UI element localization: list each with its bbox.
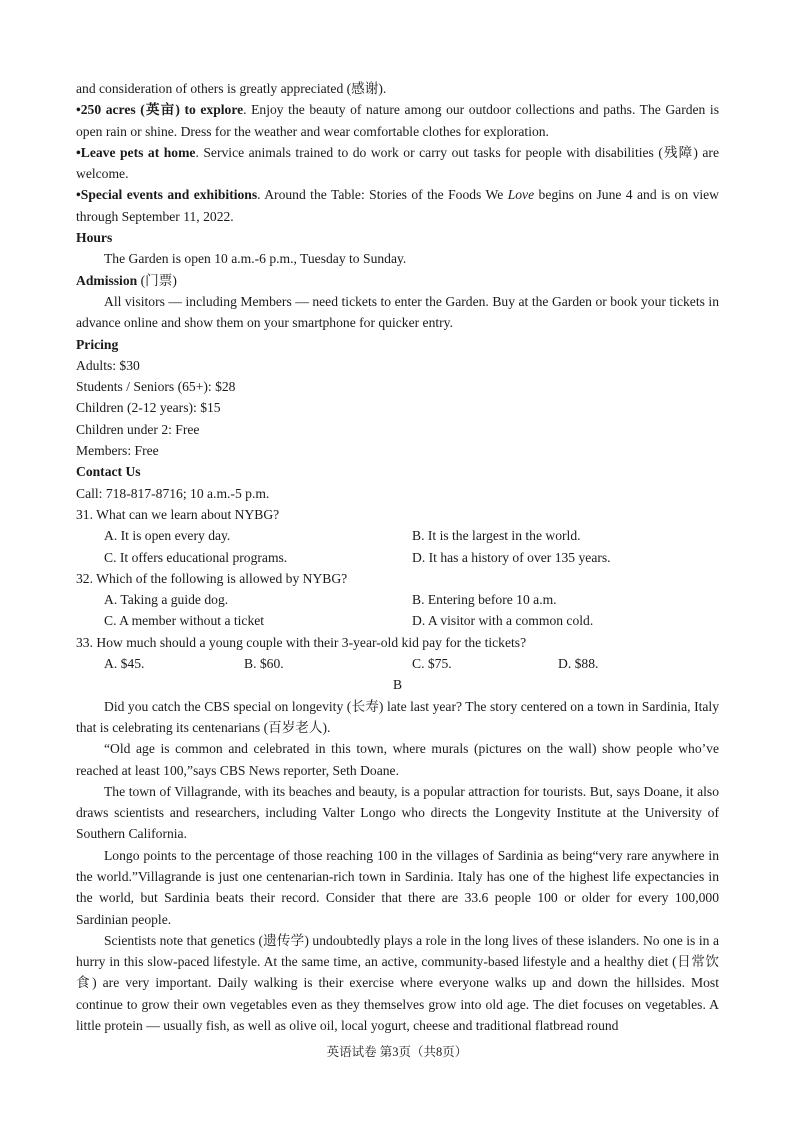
bullet-events — [76, 184, 719, 227]
option-33-d[interactable]: D. $88. — [558, 656, 599, 672]
price-item: Adults: $30 — [76, 357, 140, 373]
passage-b-paragraph: Longo points to the percentage of those reaching 100 in the villages of Sardinia as being“very rare anywhere in the world.”Villagrande is just one centenarian-rich town in Sardinia. Italy has one of the highest life expectancies in the world, but Sardinia beats their record. Consider that there are 33.6 people 100 or older for every 100,000 Sardinian people. — [76, 847, 719, 927]
bullet-acres-title: •250 acres (英亩) to explore — [76, 102, 244, 118]
passage-b-label: B — [392, 677, 403, 693]
pricing-heading: Pricing — [76, 336, 119, 352]
question-31-stem: 31. What can we learn about NYBG? — [76, 506, 280, 522]
option-31-d[interactable]: D. It has a history of over 135 years. — [412, 549, 611, 565]
option-33-b[interactable]: B. $60. — [244, 656, 284, 672]
price-item: Members: Free — [76, 443, 159, 459]
bullet-events-text-a: . Around the Table: Stories of the Foods We — [257, 187, 508, 203]
option-32-a[interactable]: A. Taking a guide dog. — [104, 592, 229, 608]
option-31-a[interactable]: A. It is open every day. — [104, 528, 231, 544]
option-31-c[interactable]: C. It offers educational programs. — [104, 549, 288, 565]
admission-heading-row — [76, 270, 719, 291]
exam-page — [76, 78, 719, 1036]
hours-heading: Hours — [76, 230, 113, 246]
hours-text: The Garden is open 10 a.m.-6 p.m., Tuesday to Sunday. — [104, 251, 407, 267]
price-item: Children under 2: Free — [76, 421, 200, 437]
price-item: Students / Seniors (65+): $28 — [76, 379, 236, 395]
passage-b-paragraph: The town of Villagrande, with its beaches and beauty, is a popular attraction for tourists. But, says Doane, it also draws scientists and researchers, including Valter Longo who directs the Longevity Institute at the University of Southern California. — [76, 783, 719, 842]
question-31-options-row1 — [76, 525, 719, 546]
question-33-stem: 33. How much should a young couple with their 3-year-old kid pay for the tickets? — [76, 634, 527, 650]
bullet-pets-title: •Leave pets at home — [76, 144, 196, 160]
option-32-c[interactable]: C. A member without a ticket — [104, 613, 265, 629]
question-33-options — [76, 653, 719, 674]
question-31-options-row2 — [76, 547, 719, 568]
bullet-events-title: •Special events and exhibitions — [76, 187, 258, 203]
option-32-b[interactable]: B. Entering before 10 a.m. — [412, 592, 557, 608]
bullet-pets-text: . Service animals trained to do work or carry out tasks for people with disabilities (残障) are welcome. — [76, 144, 719, 182]
option-33-a[interactable]: A. $45. — [104, 656, 145, 672]
admission-heading: Admission — [76, 272, 138, 288]
question-32-stem: 32. Which of the following is allowed by NYBG? — [76, 570, 348, 586]
contact-heading: Contact Us — [76, 464, 141, 480]
passage-b-paragraph: Did you catch the CBS special on longevity (长寿) late last year? The story centered on a town in Sardinia, Italy that is celebrating its centenarians (百岁老人). — [76, 698, 719, 735]
bullet-acres-text: . Enjoy the beauty of nature among our outdoor collections and paths. The Garden is open rain or shine. Dress for the weather and wear comfortable clothes for exploration. — [76, 102, 719, 139]
contact-text: Call: 718-817-8716; 10 a.m.-5 p.m. — [76, 485, 270, 501]
admission-note: (门票) — [137, 272, 177, 288]
page-footer: 英语试卷 第3页（共8页） — [326, 1045, 468, 1059]
bullet-events-text-b: begins on June 4 and is on view through September 11, 2022. — [76, 187, 719, 224]
option-32-d[interactable]: D. A visitor with a common cold. — [412, 613, 594, 629]
question-32-options-row2 — [76, 610, 719, 631]
admission-text: All visitors — including Members — need tickets to enter the Garden. Buy at the Garden or book your tickets in advance online and show them on your smartphone for quicker entry. — [76, 293, 719, 331]
passage-b-paragraph: “Old age is common and celebrated in this town, where murals (pictures on the wall) show people who’ve reached at least 100,”says CBS News reporter, Seth Doane. — [76, 741, 719, 778]
question-32-options-row1 — [76, 589, 719, 610]
passage-b-paragraph: Scientists note that genetics (遗传学) undoubtedly plays a role in the long lives of these islanders. No one is in a hurry in this slow-paced lifestyle. At the same time, an active, community-based lifestyle and a healthy diet (日常饮食) are very important. Daily walking is their exercise where everyone walks up and down the hillsides. Most continue to grow their own vegetables even as they themselves grow into old age. The diet focuses on vegetables. A little protein — usually fish, as well as olive oil, local yogurt, cheese and traditional flatbread round — [76, 932, 719, 1034]
price-item: Children (2-12 years): $15 — [76, 400, 221, 416]
bullet-events-italic: Love — [507, 187, 535, 203]
option-33-c[interactable]: C. $75. — [412, 656, 452, 672]
bullet-acres — [76, 99, 719, 142]
option-31-b[interactable]: B. It is the largest in the world. — [412, 528, 581, 544]
bullet-pets — [76, 142, 719, 185]
intro-tail: and consideration of others is greatly appreciated (感谢). — [76, 81, 387, 96]
